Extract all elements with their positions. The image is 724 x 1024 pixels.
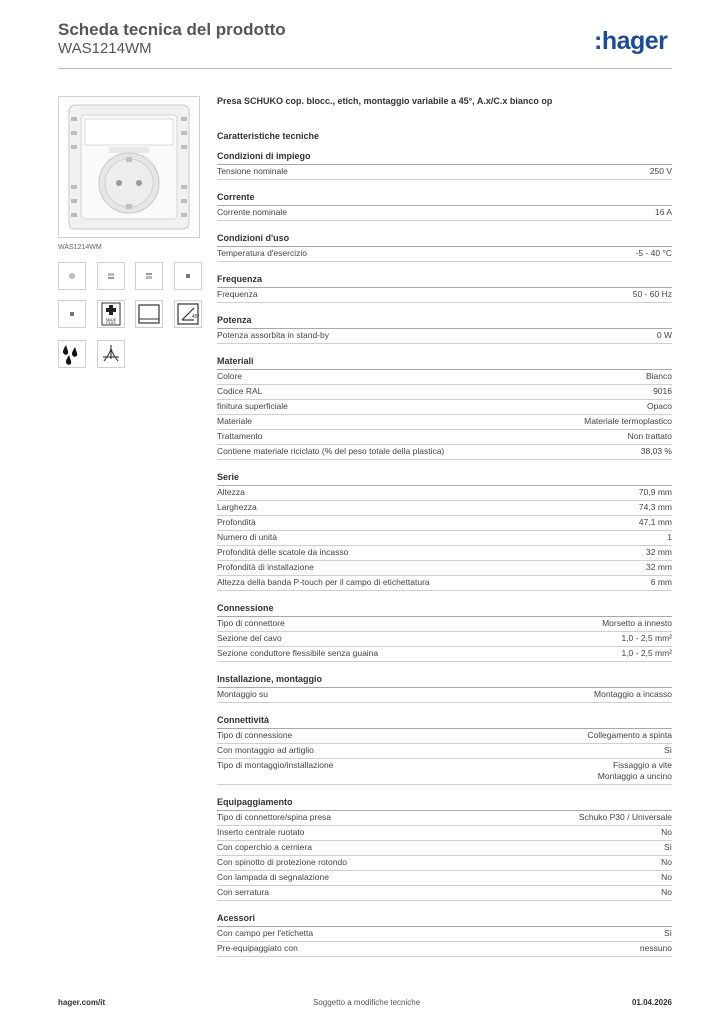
spec-row [217,370,672,385]
spec-label: Inserto centrale ruotato [217,827,305,837]
spec-row [217,856,672,871]
spec-content [217,96,672,969]
spec-label: Con montaggio ad artiglio [217,745,314,755]
spec-label: Altezza della banda P-touch per il campo di etichettatura [217,577,430,587]
spec-value: Sì [663,842,672,852]
spec-row [217,546,672,561]
spec-label: Larghezza [217,502,257,512]
spec-section [217,151,672,180]
spec-label: Altezza [217,487,245,497]
spec-value: Materiale termoplastico [584,416,672,426]
footer-note: Soggetto a modifiche tecniche [313,998,421,1007]
spec-row [217,516,672,531]
spec-value: 6 mm [650,577,672,587]
spec-label: Con campo per l'etichetta [217,928,314,938]
spec-section [217,472,672,591]
spec-value: 1,0 - 2,5 mm² [621,633,672,643]
spec-label: Tipo di montaggio/installazione [217,760,334,770]
spec-label: Potenza assorbita in stand-by [217,330,329,340]
spec-value: Morsetto a innesto [602,618,672,628]
spec-value: 1 [667,532,672,542]
spec-value: Fissaggio a vite Montaggio a uncino [597,760,672,781]
dot-icon [174,262,202,290]
spec-value: 250 V [649,166,672,176]
spec-row [217,400,672,415]
spec-value: 50 - 60 Hz [632,289,672,299]
spec-row [217,759,672,785]
spec-row [217,826,672,841]
section-title: Equipaggiamento [217,797,672,811]
spec-value: Non trattato [627,431,672,441]
svg-text:MADE: MADE [105,318,117,322]
spec-value: Collegamento a spinta [587,730,672,740]
spec-label: Sezione del cavo [217,633,282,643]
spec-label: Frequenza [217,289,258,299]
spec-label: Profondità delle scatole da incasso [217,547,349,557]
spec-label: Sezione conduttore flessibile senza guaina [217,648,379,658]
tech-characteristics-title: Caratteristiche tecniche [217,131,320,141]
section-title: Connessione [217,603,672,617]
spec-row [217,385,672,400]
spec-row [217,688,672,703]
spec-row [217,501,672,516]
spec-label: Tipo di connettore/spina presa [217,812,332,822]
spec-section [217,674,672,703]
spec-value: nessuno [639,943,672,953]
spec-value: 47,1 mm [638,517,672,527]
spec-label: Montaggio su [217,689,269,699]
spec-label: Codice RAL [217,386,263,396]
spec-row [217,329,672,344]
spec-label: Con lampada di segnalazione [217,872,329,882]
spec-value: No [661,887,672,897]
spec-value: 0 W [656,330,672,340]
spec-label: Pre-equipaggiato con [217,943,298,953]
svg-text:PLUS: PLUS [106,321,116,325]
spec-label: Contiene materiale riciclato (% del peso totale della plastica) [217,446,445,456]
spec-label: Trattamento [217,431,263,441]
page-title: Scheda tecnica del prodotto [58,20,286,39]
spec-row [217,632,672,647]
spec-row [217,729,672,744]
svg-text:45°: 45° [192,314,200,320]
dot-icon [58,300,86,328]
spec-value: No [661,857,672,867]
spec-row [217,288,672,303]
header-divider [58,68,672,69]
dot-lines-icon [97,262,125,290]
spec-row [217,430,672,445]
spec-value: 74,3 mm [638,502,672,512]
spec-row [217,445,672,460]
product-code: WAS1214WM [58,40,152,57]
spec-value: 70,9 mm [638,487,672,497]
spec-label: Profondità di installazione [217,562,314,572]
product-description: Presa SCHUKO cop. blocc., etich, montaggio variabile a 45°, A.x/C.x bianco op [217,96,553,106]
spec-row [217,576,672,591]
dot-icon [58,262,86,290]
spec-row [217,617,672,632]
spec-value: Montaggio a incasso [594,689,672,699]
spec-row [217,886,672,901]
spec-label: Tipo di connessione [217,730,293,740]
spec-label: Numero di unità [217,532,278,542]
spec-value: 32 mm [646,547,672,557]
box-icon [135,300,163,328]
spec-row [217,206,672,221]
image-caption: WAS1214WM [58,244,102,251]
section-title: Condizioni d'uso [217,233,672,247]
spec-value: 1,0 - 2,5 mm² [621,648,672,658]
spec-label: Colore [217,371,243,381]
spec-value: Sì [663,745,672,755]
spec-label: Con coperchio a cerniera [217,842,312,852]
spec-label: Materiale [217,416,252,426]
section-title: Serie [217,472,672,486]
spec-value: Opaco [646,401,672,411]
spec-label: finitura superficiale [217,401,288,411]
spec-section [217,233,672,262]
spec-row [217,531,672,546]
spec-section [217,274,672,303]
brand-logo: :hager [594,27,668,55]
spec-row [217,744,672,759]
spec-row [217,486,672,501]
spec-value: 32 mm [646,562,672,572]
footer-date: 01.04.2026 [631,998,672,1007]
spec-value: 16 A [654,207,672,217]
spec-section [217,797,672,901]
spec-row [217,247,672,262]
spec-row [217,942,672,957]
spec-value: -5 - 40 °C [635,248,672,258]
spec-label: Temperatura d'esercizio [217,248,307,258]
plug-arrows-icon [97,340,125,368]
spec-row [217,561,672,576]
spec-row [217,811,672,826]
spec-row [217,415,672,430]
spec-row [217,647,672,662]
product-image [58,96,200,238]
spec-value: No [661,827,672,837]
spec-section [217,715,672,785]
section-title: Potenza [217,315,672,329]
footer-website[interactable]: hager.com/it [58,998,106,1007]
section-title: Frequenza [217,274,672,288]
section-title: Connettività [217,715,672,729]
spec-section [217,603,672,662]
spec-section [217,913,672,957]
spec-label: Tensione nominale [217,166,288,176]
spec-value: Sì [663,928,672,938]
spec-value: Schuko P30 / Universale [578,812,672,822]
angle-45-icon [174,300,202,328]
spec-row [217,165,672,180]
spec-label: Profondità [217,517,256,527]
spec-value: 9016 [653,386,672,396]
spec-row [217,871,672,886]
section-title: Corrente [217,192,672,206]
spec-label: Con serratura [217,887,269,897]
section-title: Installazione, montaggio [217,674,672,688]
section-title: Acessori [217,913,672,927]
spec-section [217,356,672,460]
spec-label: Con spinotto di protezione rotondo [217,857,347,867]
spec-value: 38,03 % [640,446,672,456]
drops-icon [58,340,86,368]
spec-value: Bianco [646,371,672,381]
spec-row [217,927,672,942]
plus-symbol-icon [97,300,125,328]
spec-value: No [661,872,672,882]
section-title: Materiali [217,356,672,370]
section-title: Condizioni di impiego [217,151,672,165]
lines-dot-icon [135,262,163,290]
spec-label: Corrente nominale [217,207,287,217]
spec-label: Tipo di connettore [217,618,285,628]
spec-section [217,192,672,221]
spec-section [217,315,672,344]
spec-row [217,841,672,856]
